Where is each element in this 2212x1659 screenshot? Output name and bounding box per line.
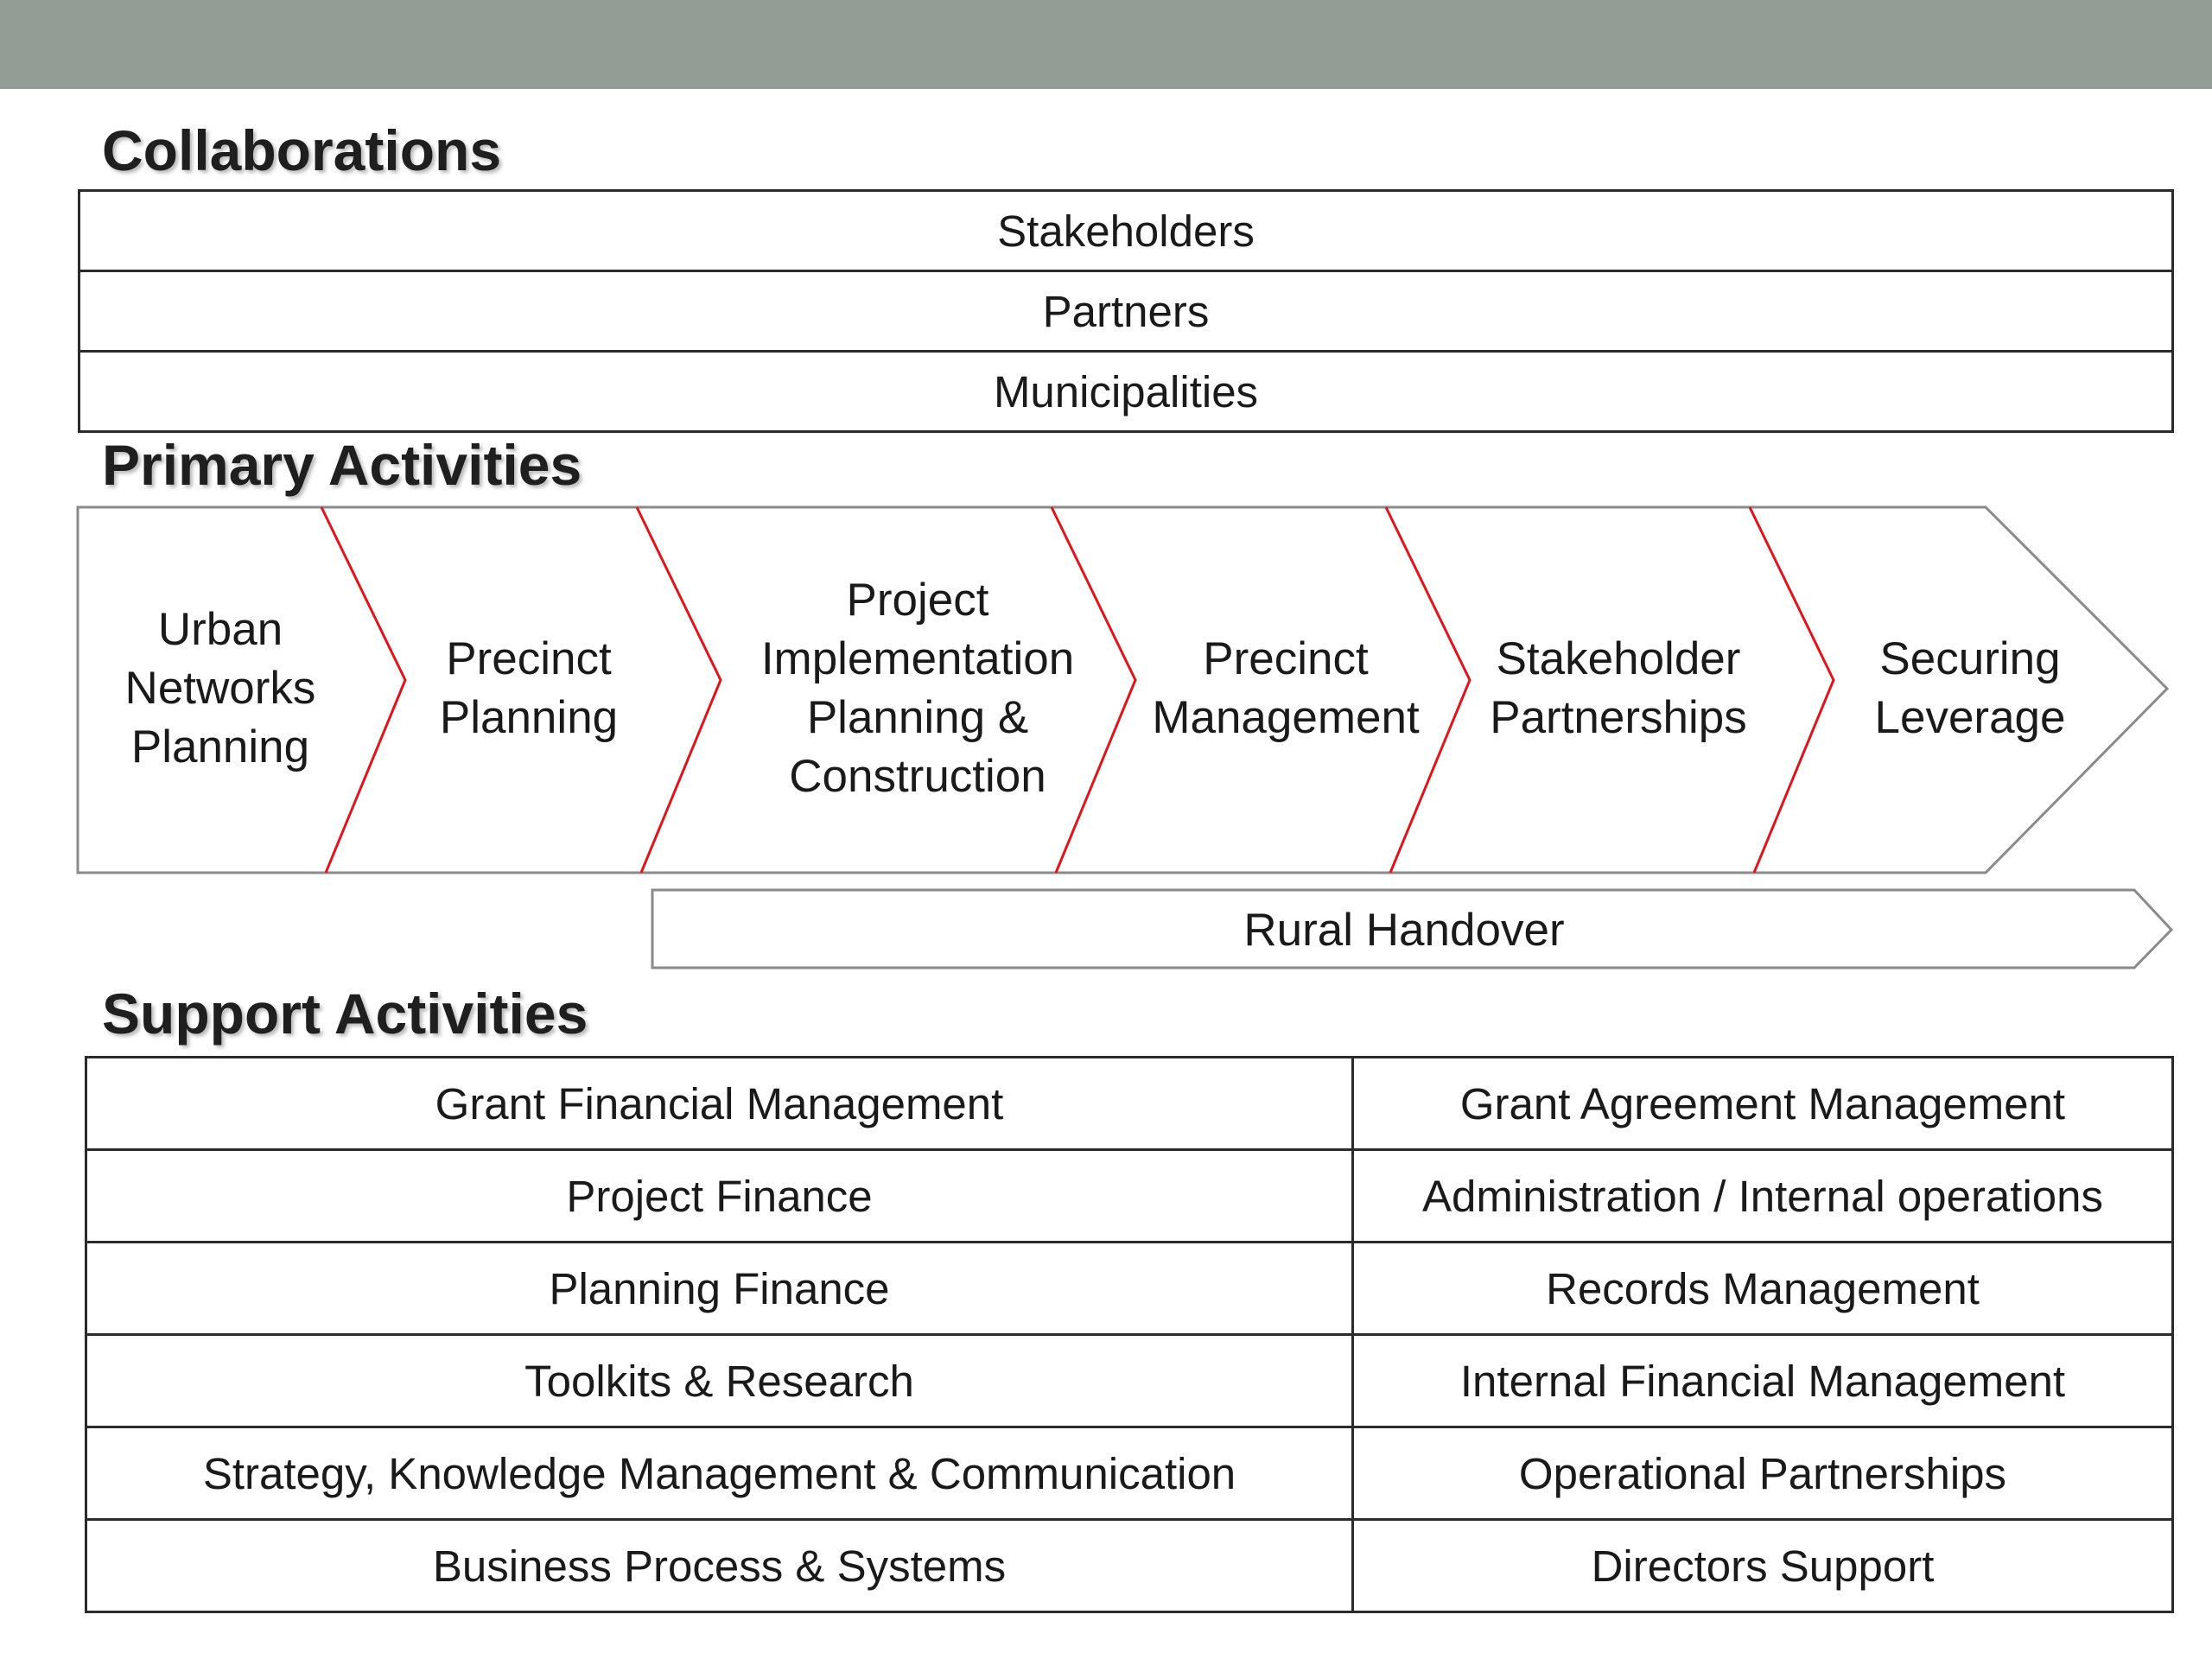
value-chain-outline <box>78 507 2167 873</box>
collab-row: Stakeholders <box>80 192 2171 272</box>
primary-step-lines <box>761 571 1074 806</box>
support-cell-right: Operational Partnerships <box>1353 1427 2173 1520</box>
primary-step <box>761 507 1074 870</box>
primary-step-line: Networks <box>124 663 316 714</box>
collab-row: Municipalities <box>993 366 1259 416</box>
support-cell-right: Directors Support <box>1353 1520 2173 1612</box>
support-cell-right: Administration / Internal operations <box>1353 1150 2173 1243</box>
primary-step-lines <box>1152 630 1419 747</box>
support-row <box>86 1243 2173 1335</box>
primary-step-line: Implementation <box>760 633 1075 684</box>
primary-step-lines <box>1874 630 2065 747</box>
primary-step-line: Project <box>846 575 989 626</box>
primary-step-lines <box>125 601 316 777</box>
support-cell-left: Toolkits & Research <box>86 1335 1353 1427</box>
primary-step-line: Construction <box>789 751 1046 802</box>
primary-step-line: Planning & <box>806 692 1029 743</box>
primary-step <box>125 507 316 870</box>
primary-step-line: Urban <box>157 604 283 655</box>
primary-step-line: Leverage <box>1874 692 2066 743</box>
support-cell-left: Strategy, Knowledge Management & Communication <box>86 1427 1353 1520</box>
primary-step <box>1874 507 2065 870</box>
support-activities-title: Support Activities <box>102 982 588 1046</box>
support-row <box>86 1335 2173 1427</box>
primary-activities-title: Primary Activities <box>102 433 582 497</box>
primary-step <box>1152 507 1419 870</box>
primary-step-line: Planning <box>130 721 310 772</box>
collab-row: Partners <box>80 272 2171 353</box>
support-row <box>86 1150 2173 1243</box>
support-cell-left: Business Process & Systems <box>86 1520 1353 1612</box>
primary-step-line: Precinct <box>446 633 612 684</box>
primary-step-lines <box>440 630 618 747</box>
primary-step <box>1490 507 1747 870</box>
rural-handover-label: Rural Handover <box>1243 904 1565 956</box>
support-cell-left: Planning Finance <box>86 1243 1353 1335</box>
support-row <box>86 1520 2173 1612</box>
support-activities-table <box>85 1056 2174 1613</box>
primary-step-line: Partnerships <box>1490 692 1747 743</box>
primary-step-line: Securing <box>1879 633 2061 684</box>
collaborations-title: Collaborations <box>102 118 502 182</box>
primary-step <box>440 507 618 870</box>
support-cell-left: Project Finance <box>86 1150 1353 1243</box>
support-row <box>86 1427 2173 1520</box>
support-cell-right: Internal Financial Management <box>1353 1335 2173 1427</box>
primary-step-lines <box>1490 630 1747 747</box>
primary-step-line: Stakeholder <box>1496 633 1741 684</box>
primary-step-line: Planning <box>439 692 619 743</box>
support-row <box>86 1058 2173 1150</box>
support-cell-right: Records Management <box>1353 1243 2173 1335</box>
primary-step-line: Management <box>1152 692 1420 743</box>
support-cell-right: Grant Agreement Management <box>1353 1058 2173 1150</box>
primary-step-line: Precinct <box>1203 633 1369 684</box>
support-cell-left: Grant Financial Management <box>86 1058 1353 1150</box>
